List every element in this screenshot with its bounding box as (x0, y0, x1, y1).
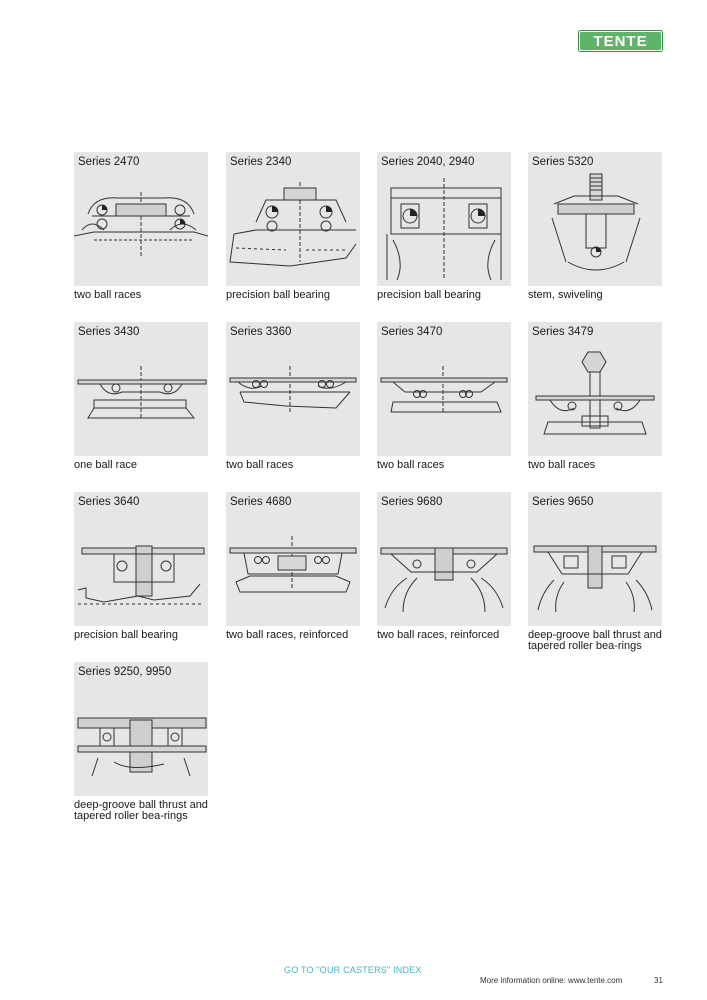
caster-card-2040-2940 (377, 152, 511, 301)
series-label: Series 9680 (381, 496, 443, 508)
series-label: Series 5320 (532, 156, 594, 168)
bearing-drawing-panel (377, 492, 511, 626)
series-label: Series 9650 (532, 496, 594, 508)
casters-index-link[interactable]: GO TO "OUR CASTERS" INDEX (284, 965, 422, 975)
caster-card-3430 (74, 322, 208, 471)
bearing-description: stem, swiveling (528, 289, 603, 301)
bearing-drawing (226, 492, 360, 626)
bearing-description: two ball races (226, 459, 294, 471)
caster-card-9680 (377, 492, 511, 641)
bearing-description: deep-groove ball thrust and tapered roller bea-rings (74, 799, 208, 822)
bearing-drawing (226, 152, 360, 286)
caster-card-3360 (226, 322, 360, 471)
page-number: 31 (654, 976, 663, 985)
bearing-drawing-panel (528, 322, 662, 456)
bearing-drawing (377, 322, 511, 456)
bearing-drawing (528, 152, 662, 286)
caster-card-2470 (74, 152, 208, 301)
series-label: Series 9250, 9950 (78, 666, 172, 678)
bearing-description: precision ball bearing (74, 629, 178, 641)
series-label: Series 3430 (78, 326, 140, 338)
bearing-drawing-panel (226, 322, 360, 456)
bearing-drawing (377, 152, 511, 286)
bearing-description: one ball race (74, 459, 137, 471)
bearing-description: deep-groove ball thrust and tapered roller bea-rings (528, 629, 662, 652)
bearing-description: two ball races, reinforced (226, 629, 349, 641)
bearing-drawing-panel (74, 322, 208, 456)
bearing-drawing-panel (74, 492, 208, 626)
bearing-drawing (226, 322, 360, 456)
series-label: Series 3640 (78, 496, 140, 508)
bearing-drawing-panel (528, 152, 662, 286)
caster-card-3479 (528, 322, 662, 471)
more-info-text: More information online: www.tente.com (480, 976, 623, 985)
bearing-description: two ball races (528, 459, 596, 471)
bearing-drawing-panel (528, 492, 662, 626)
bearing-description: two ball races (74, 289, 142, 301)
bearing-drawing (74, 662, 208, 796)
bearing-drawing-panel (74, 662, 208, 796)
series-label: Series 2040, 2940 (381, 156, 475, 168)
bearing-drawing-panel (226, 152, 360, 286)
bearing-drawing (74, 152, 208, 286)
caster-card-4680 (226, 492, 360, 641)
bearing-drawing-panel (377, 322, 511, 456)
svg-text:TENTE: TENTE (593, 33, 648, 50)
bearing-drawing (528, 492, 662, 626)
bearing-description: precision ball bearing (377, 289, 481, 301)
series-label: Series 3360 (230, 326, 292, 338)
bearing-description: two ball races, reinforced (377, 629, 500, 641)
bearing-drawing-panel (377, 152, 511, 286)
bearing-drawing (74, 492, 208, 626)
caster-card-3640 (74, 492, 208, 641)
bearing-drawing (377, 492, 511, 626)
bearing-description: precision ball bearing (226, 289, 330, 301)
bearing-drawing (74, 322, 208, 456)
bearing-drawing (528, 322, 662, 456)
caster-card-3470 (377, 322, 511, 471)
caster-card-5320 (528, 152, 662, 301)
bearing-drawing-panel (74, 152, 208, 286)
caster-card-2340 (226, 152, 360, 301)
series-label: Series 2470 (78, 156, 140, 168)
bearing-drawing-panel (226, 492, 360, 626)
bearing-description: two ball races (377, 459, 445, 471)
caster-card-9650 (528, 492, 662, 652)
series-label: Series 3470 (381, 326, 443, 338)
series-label: Series 3479 (532, 326, 594, 338)
caster-card-9250-9950 (74, 662, 208, 822)
series-label: Series 4680 (230, 496, 292, 508)
series-label: Series 2340 (230, 156, 292, 168)
tente-logo (578, 30, 663, 52)
